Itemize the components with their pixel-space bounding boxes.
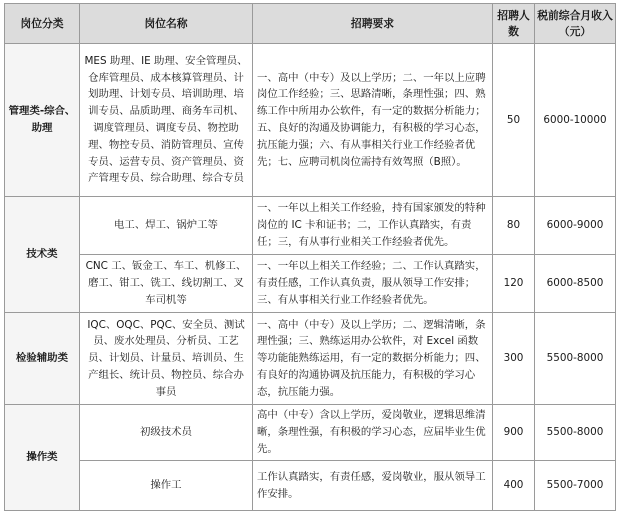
position-names-cell: CNC 工、钣金工、车工、机修工、磨工、钳工、铣工、线切割工、叉车司机等 [80, 255, 253, 313]
headcount-cell: 400 [493, 461, 535, 511]
salary-cell: 5500-8000 [535, 405, 616, 461]
category-cell: 管理类-综合、助理 [5, 44, 80, 197]
requirements-cell: 一、高中（中专）及以上学历；二、逻辑清晰，条理性强；三、熟练运用办公软件，对 Excel 函数等功能能熟练运用，有一定的数据分析能力；四、有良好的沟通协调及抗压能力，有积极的学习心态，抗压能力强。 [253, 313, 493, 405]
headcount-cell: 900 [493, 405, 535, 461]
table-header-row [5, 4, 616, 44]
requirements-cell: 一、一年以上相关工作经验，持有国家颁发的特种岗位的 IC 卡和证书；二，工作认真踏实，有责任；三，有从事行业相关工作经验者优先。 [253, 197, 493, 255]
category-cell: 技术类 [5, 197, 80, 313]
requirements-cell: 工作认真踏实，有责任感，爱岗敬业，服从领导工作安排。 [253, 461, 493, 511]
salary-cell: 6000-9000 [535, 197, 616, 255]
category-cell: 操作类 [5, 405, 80, 511]
salary-cell: 5500-7000 [535, 461, 616, 511]
header-salary: 税前综合月收入（元） [535, 4, 616, 44]
header-headcount: 招聘人数 [493, 4, 535, 44]
salary-cell: 6000-8500 [535, 255, 616, 313]
salary-cell: 5500-8000 [535, 313, 616, 405]
requirements-cell: 一、高中（中专）及以上学历；二、一年以上应聘岗位工作经验；三、思路清晰，条理性强；四、熟练工作中所用办公软件，有一定的数据分析能力；五、良好的沟通及协调能力，有积极的学习心态，抗压能力强；六、有从事相关行业工作经验者优先；七、应聘司机岗位需持有效驾照（B照）。 [253, 44, 493, 197]
salary-cell: 6000-10000 [535, 44, 616, 197]
position-names-cell: IQC、OQC、PQC、安全员、测试员、废水处理员、分析员、工艺员、计划员、计量员、培训员、生产组长、统计员、物控员、综合办事员 [80, 313, 253, 405]
table-row [5, 405, 616, 461]
position-names-cell: 初级技术员 [80, 405, 253, 461]
category-cell: 检验辅助类 [5, 313, 80, 405]
position-names-cell: 电工、焊工、锅炉工等 [80, 197, 253, 255]
headcount-cell: 300 [493, 313, 535, 405]
table-row [5, 255, 616, 313]
header-position: 岗位名称 [80, 4, 253, 44]
table-row [5, 461, 616, 511]
headcount-cell: 80 [493, 197, 535, 255]
table-row [5, 197, 616, 255]
header-category: 岗位分类 [5, 4, 80, 44]
requirements-cell: 高中（中专）含以上学历，爱岗敬业，逻辑思维清晰，条理性强，有积极的学习心态，应届毕业生优先。 [253, 405, 493, 461]
recruitment-table [4, 3, 616, 511]
headcount-cell: 120 [493, 255, 535, 313]
headcount-cell: 50 [493, 44, 535, 197]
table-row [5, 313, 616, 405]
header-requirements: 招聘要求 [253, 4, 493, 44]
table-row [5, 44, 616, 197]
position-names-cell: 操作工 [80, 461, 253, 511]
requirements-cell: 一、一年以上相关工作经验；二、工作认真踏实，有责任感，工作认真负责，服从领导工作安排；三、有从事相关行业工作经验者优先。 [253, 255, 493, 313]
position-names-cell: MES 助理、IE 助理、安全管理员、仓库管理员、成本核算管理员、计划助理、计划专员、培训助理、培训专员、品质助理、商务车司机、调度管理员、调度专员、物控助理、物控专员、消防管理员、宣传专员、运营专员、资产管理员、资产管理专员、综合助理、综合专员 [80, 44, 253, 197]
